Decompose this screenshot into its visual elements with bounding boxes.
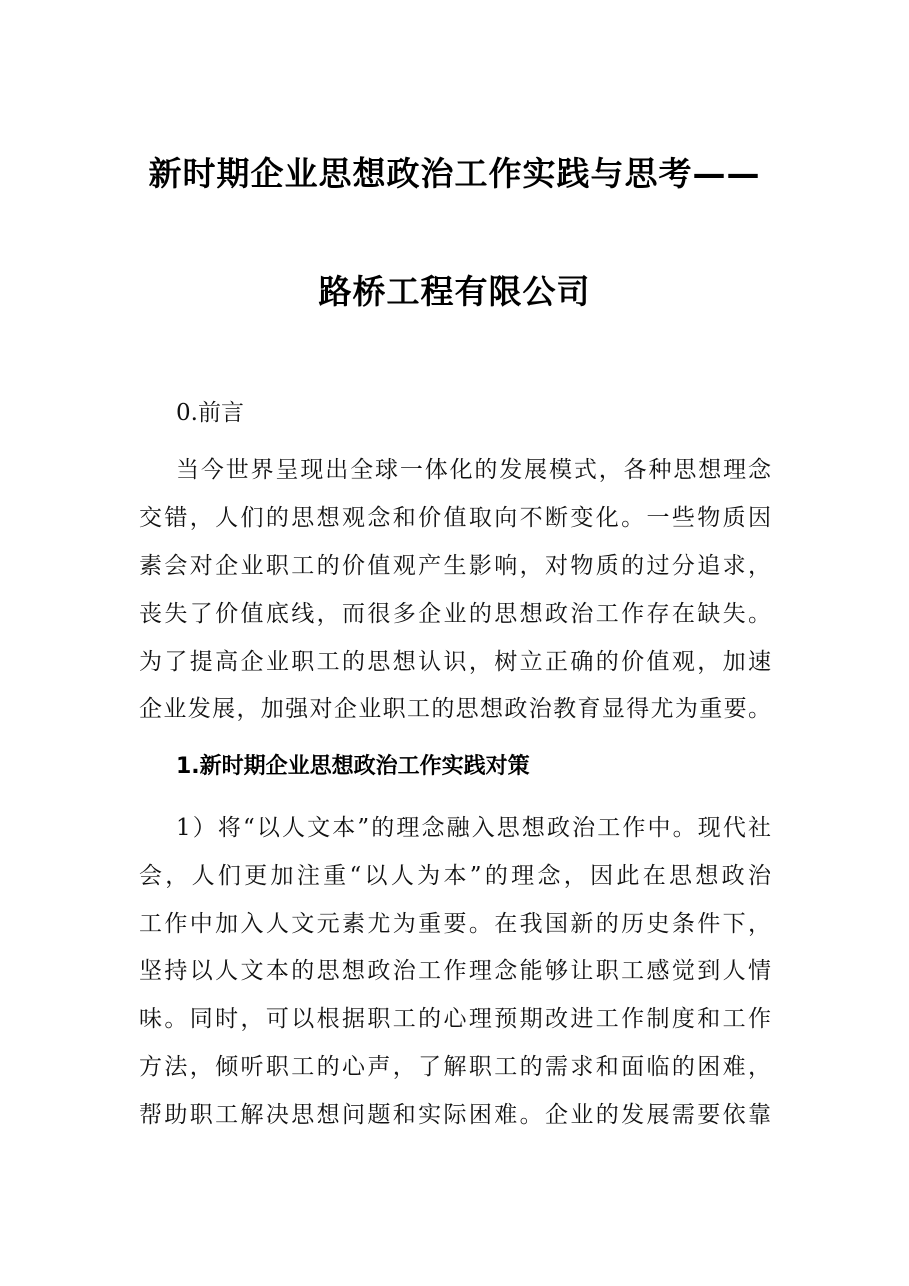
section-1-line: 坚持以人文本的思想政治工作理念能够让职工感觉到人情 (139, 958, 771, 984)
preface-line: 交错，人们的思想观念和价值取向不断变化。一些物质因 (139, 505, 771, 531)
preface-heading: 0.前言 (176, 400, 244, 426)
section-1-line: 方法，倾听职工的心声，了解职工的需求和面临的困难， (139, 1054, 771, 1080)
preface-line: 素会对企业职工的价值观产生影响，对物质的过分追求， (139, 553, 771, 579)
document-title-line-1: 新时期企业思想政治工作实践与思考—— (148, 154, 761, 193)
section-1-line: 帮助职工解决思想问题和实际困难。企业的发展需要依靠 (139, 1102, 771, 1128)
section-1-line: 会，人们更加注重“以人为本”的理念，因此在思想政治 (139, 863, 771, 889)
section-1-line: 味。同时，可以根据职工的心理预期改进工作制度和工作 (139, 1006, 771, 1032)
section-1-line: 1）将“以人文本”的理念融入思想政治工作中。现代社 (176, 815, 771, 841)
preface-line: 丧失了价值底线，而很多企业的思想政治工作存在缺失。 (139, 601, 771, 627)
section-1-line: 工作中加入人文元素尤为重要。在我国新的历史条件下， (139, 911, 771, 937)
preface-line: 企业发展，加强对企业职工的思想政治教育显得尤为重要。 (139, 696, 771, 722)
preface-line: 为了提高企业职工的思想认识，树立正确的价值观，加速 (139, 649, 771, 675)
preface-line: 当今世界呈现出全球一体化的发展模式，各种思想理念 (176, 457, 771, 483)
section-1-heading: 1.新时期企业思想政治工作实践对策 (176, 754, 530, 779)
document-title-line-2: 路桥工程有限公司 (318, 272, 591, 311)
